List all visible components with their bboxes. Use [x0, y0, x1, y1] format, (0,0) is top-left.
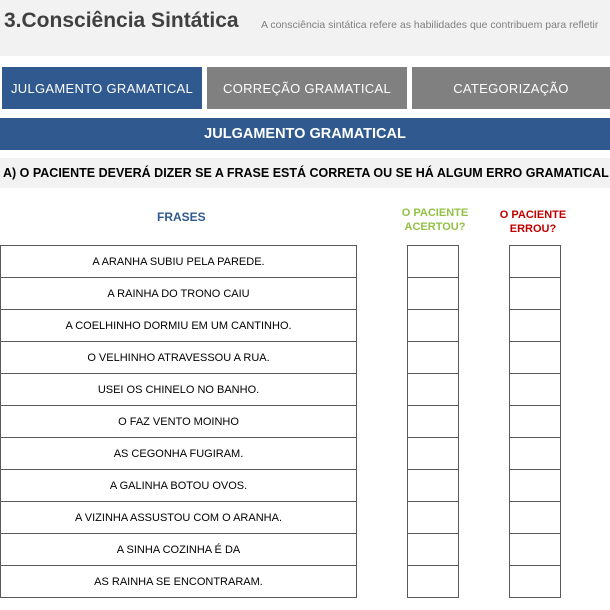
- acertou-checkbox[interactable]: [407, 245, 459, 278]
- table-row: [0, 405, 610, 437]
- table-row: [0, 565, 610, 597]
- column-header-errou: O PACIENTE ERROU?: [499, 209, 567, 235]
- page-subtitle: A consciência sintática refere as habilidades que contribuem para refletir: [261, 19, 599, 31]
- page-title: 3.Consciência Sintática: [4, 9, 239, 32]
- errou-checkbox[interactable]: [509, 469, 561, 502]
- errou-checkbox[interactable]: [509, 533, 561, 566]
- acertou-checkbox[interactable]: [407, 373, 459, 406]
- sentence-table: [0, 245, 610, 597]
- table-row: [0, 277, 610, 309]
- table-row: [0, 533, 610, 565]
- sentence-cell: A SINHA COZINHA É DA: [0, 533, 357, 566]
- acertou-checkbox[interactable]: [407, 533, 459, 566]
- acertou-checkbox[interactable]: [407, 469, 459, 502]
- errou-checkbox[interactable]: [509, 245, 561, 278]
- errou-checkbox[interactable]: [509, 309, 561, 342]
- sentence-cell: A COELHINHO DORMIU EM UM CANTINHO.: [0, 309, 357, 342]
- column-header-acertou: O PACIENTE ACERTOU?: [401, 207, 469, 233]
- instruction-text: A) O PACIENTE DEVERÁ DIZER SE A FRASE ESTÁ CORRETA OU SE HÁ ALGUM ERRO GRAMATICAL: [0, 158, 610, 188]
- errou-checkbox[interactable]: [509, 373, 561, 406]
- table-row: [0, 469, 610, 501]
- acertou-checkbox[interactable]: [407, 341, 459, 374]
- table-row: [0, 373, 610, 405]
- errou-checkbox[interactable]: [509, 501, 561, 534]
- sentence-cell: O FAZ VENTO MOINHO: [0, 405, 357, 438]
- tab-julgamento-gramatical[interactable]: JULGAMENTO GRAMATICAL: [2, 67, 202, 109]
- acertou-checkbox[interactable]: [407, 405, 459, 438]
- acertou-checkbox[interactable]: [407, 501, 459, 534]
- sentence-cell: A RAINHA DO TRONO CAIU: [0, 277, 357, 310]
- tab-categorizacao[interactable]: CATEGORIZAÇÃO: [412, 67, 610, 109]
- acertou-checkbox[interactable]: [407, 437, 459, 470]
- errou-checkbox[interactable]: [509, 341, 561, 374]
- sentence-cell: USEI OS CHINELO NO BANHO.: [0, 373, 357, 406]
- column-header-frases: FRASES: [157, 210, 206, 224]
- errou-checkbox[interactable]: [509, 437, 561, 470]
- acertou-checkbox[interactable]: [407, 277, 459, 310]
- table-row: [0, 341, 610, 373]
- sentence-cell: A GALINHA BOTOU OVOS.: [0, 469, 357, 502]
- sentence-cell: O VELHINHO ATRAVESSOU A RUA.: [0, 341, 357, 374]
- table-row: [0, 245, 610, 277]
- errou-checkbox[interactable]: [509, 277, 561, 310]
- acertou-checkbox[interactable]: [407, 309, 459, 342]
- errou-checkbox[interactable]: [509, 405, 561, 438]
- errou-checkbox[interactable]: [509, 565, 561, 598]
- table-row: [0, 437, 610, 469]
- table-row: [0, 501, 610, 533]
- sentence-cell: AS RAINHA SE ENCONTRARAM.: [0, 565, 357, 598]
- sentence-cell: A VIZINHA ASSUSTOU COM O ARANHA.: [0, 501, 357, 534]
- sentence-cell: A ARANHA SUBIU PELA PAREDE.: [0, 245, 357, 278]
- acertou-checkbox[interactable]: [407, 565, 459, 598]
- sentence-cell: AS CEGONHA FUGIRAM.: [0, 437, 357, 470]
- section-title-bar: JULGAMENTO GRAMATICAL: [0, 118, 610, 150]
- table-row: [0, 309, 610, 341]
- page-header: [0, 0, 610, 56]
- tab-correcao-gramatical[interactable]: CORREÇÃO GRAMATICAL: [207, 67, 407, 109]
